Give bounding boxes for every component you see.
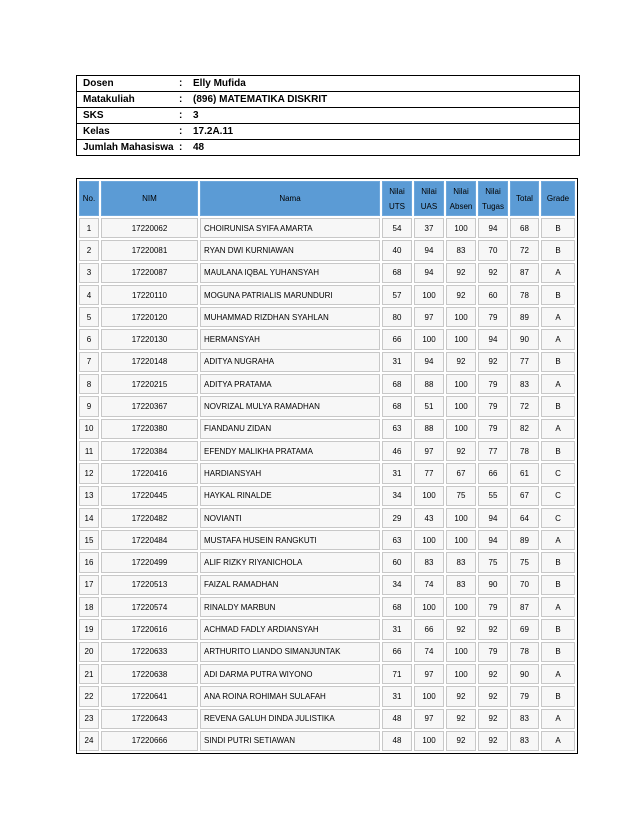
table-row bbox=[79, 575, 575, 595]
cell-absen: 92 bbox=[446, 263, 476, 283]
cell-uts: 31 bbox=[382, 619, 412, 639]
cell-nama: REVENA GALUH DINDA JULISTIKA bbox=[200, 709, 380, 729]
cell-total: 82 bbox=[510, 419, 539, 439]
cell-grade: A bbox=[541, 374, 575, 394]
cell-nim: 17220482 bbox=[101, 508, 198, 528]
cell-uts: 66 bbox=[382, 329, 412, 349]
cell-no: 4 bbox=[79, 285, 99, 305]
cell-absen: 100 bbox=[446, 329, 476, 349]
cell-absen: 92 bbox=[446, 709, 476, 729]
cell-total: 77 bbox=[510, 352, 539, 372]
info-colon: : bbox=[179, 78, 183, 89]
cell-total: 78 bbox=[510, 285, 539, 305]
cell-uts: 63 bbox=[382, 419, 412, 439]
table-row bbox=[79, 374, 575, 394]
table-row bbox=[79, 709, 575, 729]
cell-nim: 17220062 bbox=[101, 218, 198, 238]
cell-uas: 100 bbox=[414, 731, 444, 751]
cell-total: 72 bbox=[510, 396, 539, 416]
cell-tugas: 79 bbox=[478, 419, 508, 439]
cell-uas: 100 bbox=[414, 530, 444, 550]
cell-no: 8 bbox=[79, 374, 99, 394]
cell-no: 3 bbox=[79, 263, 99, 283]
cell-total: 64 bbox=[510, 508, 539, 528]
cell-nim: 17220148 bbox=[101, 352, 198, 372]
cell-nim: 17220215 bbox=[101, 374, 198, 394]
cell-nama: FIANDANU ZIDAN bbox=[200, 419, 380, 439]
cell-tugas: 79 bbox=[478, 396, 508, 416]
cell-no: 16 bbox=[79, 552, 99, 572]
cell-nim: 17220616 bbox=[101, 619, 198, 639]
cell-nim: 17220087 bbox=[101, 263, 198, 283]
cell-nama: RINALDY MARBUN bbox=[200, 597, 380, 617]
cell-no: 12 bbox=[79, 463, 99, 483]
cell-no: 10 bbox=[79, 419, 99, 439]
cell-absen: 83 bbox=[446, 575, 476, 595]
cell-grade: B bbox=[541, 575, 575, 595]
cell-uas: 88 bbox=[414, 374, 444, 394]
table-row bbox=[79, 597, 575, 617]
cell-uts: 68 bbox=[382, 374, 412, 394]
cell-uas: 66 bbox=[414, 619, 444, 639]
cell-nim: 17220110 bbox=[101, 285, 198, 305]
cell-absen: 100 bbox=[446, 419, 476, 439]
cell-nim: 17220120 bbox=[101, 307, 198, 327]
cell-uts: 80 bbox=[382, 307, 412, 327]
cell-no: 24 bbox=[79, 731, 99, 751]
cell-total: 68 bbox=[510, 218, 539, 238]
cell-grade: B bbox=[541, 218, 575, 238]
cell-total: 61 bbox=[510, 463, 539, 483]
cell-total: 87 bbox=[510, 597, 539, 617]
cell-absen: 92 bbox=[446, 619, 476, 639]
cell-uts: 48 bbox=[382, 731, 412, 751]
cell-grade: A bbox=[541, 329, 575, 349]
cell-nim: 17220384 bbox=[101, 441, 198, 461]
cell-no: 21 bbox=[79, 664, 99, 684]
info-label: Dosen bbox=[83, 78, 114, 89]
table-row bbox=[79, 664, 575, 684]
header-nim: NIM bbox=[101, 181, 198, 216]
cell-nama: NOVRIZAL MULYA RAMADHAN bbox=[200, 396, 380, 416]
cell-grade: A bbox=[541, 709, 575, 729]
cell-grade: A bbox=[541, 664, 575, 684]
cell-absen: 100 bbox=[446, 530, 476, 550]
cell-tugas: 79 bbox=[478, 597, 508, 617]
cell-uas: 97 bbox=[414, 664, 444, 684]
cell-nama: ADITYA NUGRAHA bbox=[200, 352, 380, 372]
info-colon: : bbox=[179, 110, 183, 121]
cell-nama: ALIF RIZKY RIYANICHOLA bbox=[200, 552, 380, 572]
info-row-dosen bbox=[77, 76, 579, 92]
cell-grade: B bbox=[541, 619, 575, 639]
cell-uts: 31 bbox=[382, 352, 412, 372]
table-row bbox=[79, 508, 575, 528]
cell-grade: C bbox=[541, 508, 575, 528]
cell-total: 89 bbox=[510, 530, 539, 550]
table-row bbox=[79, 240, 575, 260]
cell-nim: 17220666 bbox=[101, 731, 198, 751]
cell-uas: 97 bbox=[414, 307, 444, 327]
cell-no: 9 bbox=[79, 396, 99, 416]
info-label: Matakuliah bbox=[83, 94, 135, 105]
cell-tugas: 90 bbox=[478, 575, 508, 595]
table-row bbox=[79, 419, 575, 439]
cell-total: 89 bbox=[510, 307, 539, 327]
cell-no: 11 bbox=[79, 441, 99, 461]
cell-uas: 88 bbox=[414, 419, 444, 439]
cell-absen: 100 bbox=[446, 664, 476, 684]
cell-nim: 17220633 bbox=[101, 642, 198, 662]
cell-uts: 63 bbox=[382, 530, 412, 550]
cell-no: 23 bbox=[79, 709, 99, 729]
cell-nama: ANA ROINA ROHIMAH SULAFAH bbox=[200, 686, 380, 706]
cell-total: 83 bbox=[510, 709, 539, 729]
cell-grade: A bbox=[541, 731, 575, 751]
cell-total: 90 bbox=[510, 329, 539, 349]
cell-absen: 100 bbox=[446, 218, 476, 238]
cell-nama: MUSTAFA HUSEIN RANGKUTI bbox=[200, 530, 380, 550]
cell-nim: 17220367 bbox=[101, 396, 198, 416]
cell-tugas: 94 bbox=[478, 218, 508, 238]
cell-nim: 17220380 bbox=[101, 419, 198, 439]
cell-nim: 17220445 bbox=[101, 486, 198, 506]
cell-tugas: 92 bbox=[478, 664, 508, 684]
cell-tugas: 75 bbox=[478, 552, 508, 572]
table-row bbox=[79, 642, 575, 662]
cell-uts: 29 bbox=[382, 508, 412, 528]
cell-tugas: 94 bbox=[478, 530, 508, 550]
grades-table bbox=[76, 178, 578, 754]
cell-tugas: 70 bbox=[478, 240, 508, 260]
cell-uas: 100 bbox=[414, 597, 444, 617]
cell-uas: 97 bbox=[414, 441, 444, 461]
info-value: 48 bbox=[193, 142, 205, 153]
table-row bbox=[79, 352, 575, 372]
cell-tugas: 92 bbox=[478, 619, 508, 639]
cell-grade: A bbox=[541, 307, 575, 327]
cell-uts: 71 bbox=[382, 664, 412, 684]
cell-uas: 100 bbox=[414, 686, 444, 706]
cell-no: 17 bbox=[79, 575, 99, 595]
cell-uts: 34 bbox=[382, 575, 412, 595]
table-row bbox=[79, 731, 575, 751]
cell-total: 83 bbox=[510, 731, 539, 751]
cell-no: 19 bbox=[79, 619, 99, 639]
cell-tugas: 66 bbox=[478, 463, 508, 483]
cell-absen: 75 bbox=[446, 486, 476, 506]
cell-no: 6 bbox=[79, 329, 99, 349]
cell-grade: B bbox=[541, 441, 575, 461]
cell-grade: B bbox=[541, 686, 575, 706]
cell-grade: B bbox=[541, 396, 575, 416]
cell-uas: 100 bbox=[414, 486, 444, 506]
cell-nama: ADITYA PRATAMA bbox=[200, 374, 380, 394]
cell-absen: 100 bbox=[446, 307, 476, 327]
info-row-jumlah-mahasiswa bbox=[77, 140, 579, 155]
cell-uts: 31 bbox=[382, 686, 412, 706]
cell-no: 18 bbox=[79, 597, 99, 617]
cell-no: 20 bbox=[79, 642, 99, 662]
cell-grade: B bbox=[541, 285, 575, 305]
cell-no: 5 bbox=[79, 307, 99, 327]
cell-total: 83 bbox=[510, 374, 539, 394]
cell-nim: 17220081 bbox=[101, 240, 198, 260]
cell-uts: 60 bbox=[382, 552, 412, 572]
cell-absen: 92 bbox=[446, 731, 476, 751]
cell-uas: 37 bbox=[414, 218, 444, 238]
cell-total: 72 bbox=[510, 240, 539, 260]
cell-absen: 67 bbox=[446, 463, 476, 483]
header-tugas: Nilai Tugas bbox=[478, 181, 508, 216]
info-value: 3 bbox=[193, 110, 199, 121]
cell-uas: 94 bbox=[414, 240, 444, 260]
table-header-row bbox=[79, 181, 575, 216]
cell-nim: 17220416 bbox=[101, 463, 198, 483]
cell-absen: 100 bbox=[446, 374, 476, 394]
cell-nama: CHOIRUNISA SYIFA AMARTA bbox=[200, 218, 380, 238]
info-colon: : bbox=[179, 142, 183, 153]
cell-no: 22 bbox=[79, 686, 99, 706]
cell-nama: RYAN DWI KURNIAWAN bbox=[200, 240, 380, 260]
cell-grade: A bbox=[541, 263, 575, 283]
cell-tugas: 60 bbox=[478, 285, 508, 305]
table-row bbox=[79, 285, 575, 305]
info-label: Jumlah Mahasiswa bbox=[83, 142, 174, 153]
cell-no: 14 bbox=[79, 508, 99, 528]
cell-total: 78 bbox=[510, 642, 539, 662]
table-row bbox=[79, 552, 575, 572]
table-row bbox=[79, 396, 575, 416]
cell-nama: FAIZAL RAMADHAN bbox=[200, 575, 380, 595]
cell-nama: EFENDY MALIKHA PRATAMA bbox=[200, 441, 380, 461]
cell-uas: 74 bbox=[414, 642, 444, 662]
cell-total: 79 bbox=[510, 686, 539, 706]
cell-uts: 68 bbox=[382, 263, 412, 283]
header-nama: Nama bbox=[200, 181, 380, 216]
table-row bbox=[79, 619, 575, 639]
table-row bbox=[79, 307, 575, 327]
table-row bbox=[79, 263, 575, 283]
table-body bbox=[79, 218, 575, 751]
info-row-kelas bbox=[77, 124, 579, 140]
cell-uts: 54 bbox=[382, 218, 412, 238]
info-value: 17.2A.11 bbox=[193, 126, 234, 137]
cell-tugas: 92 bbox=[478, 263, 508, 283]
cell-absen: 100 bbox=[446, 508, 476, 528]
cell-nama: MUHAMMAD RIZDHAN SYAHLAN bbox=[200, 307, 380, 327]
cell-uas: 97 bbox=[414, 709, 444, 729]
cell-tugas: 92 bbox=[478, 352, 508, 372]
cell-uas: 77 bbox=[414, 463, 444, 483]
cell-nim: 17220499 bbox=[101, 552, 198, 572]
cell-uts: 68 bbox=[382, 597, 412, 617]
cell-uas: 43 bbox=[414, 508, 444, 528]
cell-tugas: 92 bbox=[478, 731, 508, 751]
header-uas: Nilai UAS bbox=[414, 181, 444, 216]
cell-nama: HERMANSYAH bbox=[200, 329, 380, 349]
cell-absen: 100 bbox=[446, 642, 476, 662]
cell-uas: 83 bbox=[414, 552, 444, 572]
cell-nim: 17220574 bbox=[101, 597, 198, 617]
cell-total: 78 bbox=[510, 441, 539, 461]
cell-grade: B bbox=[541, 552, 575, 572]
cell-tugas: 77 bbox=[478, 441, 508, 461]
cell-tugas: 92 bbox=[478, 709, 508, 729]
cell-nama: ARTHURITO LIANDO SIMANJUNTAK bbox=[200, 642, 380, 662]
cell-absen: 92 bbox=[446, 352, 476, 372]
header-grade: Grade bbox=[541, 181, 575, 216]
cell-uas: 100 bbox=[414, 285, 444, 305]
cell-no: 13 bbox=[79, 486, 99, 506]
cell-grade: A bbox=[541, 419, 575, 439]
cell-tugas: 79 bbox=[478, 642, 508, 662]
table-row bbox=[79, 218, 575, 238]
table-row bbox=[79, 530, 575, 550]
cell-total: 90 bbox=[510, 664, 539, 684]
cell-nim: 17220484 bbox=[101, 530, 198, 550]
header-uts: Nilai UTS bbox=[382, 181, 412, 216]
cell-uts: 57 bbox=[382, 285, 412, 305]
cell-total: 70 bbox=[510, 575, 539, 595]
cell-absen: 100 bbox=[446, 597, 476, 617]
cell-uas: 51 bbox=[414, 396, 444, 416]
header-no: No. bbox=[79, 181, 99, 216]
table-row bbox=[79, 463, 575, 483]
cell-tugas: 79 bbox=[478, 374, 508, 394]
cell-grade: A bbox=[541, 530, 575, 550]
cell-nim: 17220638 bbox=[101, 664, 198, 684]
table-row bbox=[79, 329, 575, 349]
cell-no: 15 bbox=[79, 530, 99, 550]
table-row bbox=[79, 441, 575, 461]
header-absen: Nilai Absen bbox=[446, 181, 476, 216]
cell-uts: 46 bbox=[382, 441, 412, 461]
info-colon: : bbox=[179, 94, 183, 105]
cell-grade: C bbox=[541, 463, 575, 483]
cell-tugas: 55 bbox=[478, 486, 508, 506]
cell-uas: 94 bbox=[414, 352, 444, 372]
cell-uts: 40 bbox=[382, 240, 412, 260]
cell-total: 75 bbox=[510, 552, 539, 572]
cell-uas: 100 bbox=[414, 329, 444, 349]
cell-no: 7 bbox=[79, 352, 99, 372]
cell-uts: 48 bbox=[382, 709, 412, 729]
cell-tugas: 94 bbox=[478, 329, 508, 349]
cell-no: 1 bbox=[79, 218, 99, 238]
cell-absen: 83 bbox=[446, 552, 476, 572]
cell-nama: HAYKAL RINALDE bbox=[200, 486, 380, 506]
cell-nama: MOGUNA PATRIALIS MARUNDURI bbox=[200, 285, 380, 305]
cell-uts: 31 bbox=[382, 463, 412, 483]
header-total: Total bbox=[510, 181, 539, 216]
cell-total: 87 bbox=[510, 263, 539, 283]
cell-nim: 17220641 bbox=[101, 686, 198, 706]
table-row bbox=[79, 686, 575, 706]
cell-uts: 34 bbox=[382, 486, 412, 506]
info-value: (896) MATEMATIKA DISKRIT bbox=[193, 94, 328, 105]
cell-grade: C bbox=[541, 486, 575, 506]
cell-grade: B bbox=[541, 642, 575, 662]
cell-grade: A bbox=[541, 597, 575, 617]
info-label: SKS bbox=[83, 110, 104, 121]
cell-absen: 92 bbox=[446, 285, 476, 305]
info-colon: : bbox=[179, 126, 183, 137]
cell-nama: NOVIANTI bbox=[200, 508, 380, 528]
info-row-sks bbox=[77, 108, 579, 124]
cell-absen: 100 bbox=[446, 396, 476, 416]
cell-nim: 17220643 bbox=[101, 709, 198, 729]
cell-absen: 92 bbox=[446, 686, 476, 706]
info-label: Kelas bbox=[83, 126, 110, 137]
cell-grade: B bbox=[541, 240, 575, 260]
cell-nama: MAULANA IQBAL YUHANSYAH bbox=[200, 263, 380, 283]
cell-tugas: 79 bbox=[478, 307, 508, 327]
cell-uts: 68 bbox=[382, 396, 412, 416]
cell-grade: B bbox=[541, 352, 575, 372]
table-row bbox=[79, 486, 575, 506]
cell-no: 2 bbox=[79, 240, 99, 260]
cell-absen: 92 bbox=[446, 441, 476, 461]
cell-absen: 83 bbox=[446, 240, 476, 260]
cell-tugas: 92 bbox=[478, 686, 508, 706]
cell-uas: 74 bbox=[414, 575, 444, 595]
cell-nama: HARDIANSYAH bbox=[200, 463, 380, 483]
cell-total: 69 bbox=[510, 619, 539, 639]
info-value: Elly Mufida bbox=[193, 78, 246, 89]
cell-tugas: 94 bbox=[478, 508, 508, 528]
cell-nama: ADI DARMA PUTRA WIYONO bbox=[200, 664, 380, 684]
cell-uts: 66 bbox=[382, 642, 412, 662]
course-info-box bbox=[76, 75, 580, 156]
cell-total: 67 bbox=[510, 486, 539, 506]
cell-uas: 94 bbox=[414, 263, 444, 283]
info-row-matakuliah bbox=[77, 92, 579, 108]
cell-nim: 17220130 bbox=[101, 329, 198, 349]
cell-nim: 17220513 bbox=[101, 575, 198, 595]
cell-nama: ACHMAD FADLY ARDIANSYAH bbox=[200, 619, 380, 639]
cell-nama: SINDI PUTRI SETIAWAN bbox=[200, 731, 380, 751]
